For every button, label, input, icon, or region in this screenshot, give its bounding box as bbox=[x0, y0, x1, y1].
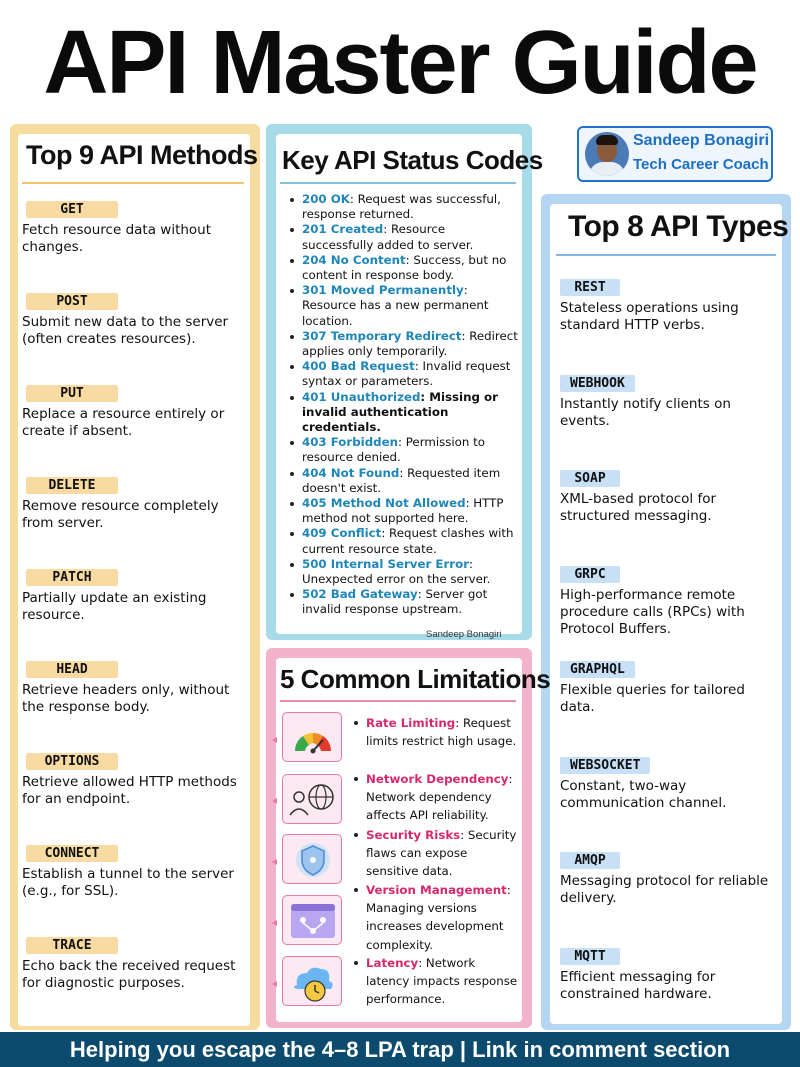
method-badge: DELETE bbox=[26, 477, 118, 494]
page-title: API Master Guide bbox=[43, 13, 757, 113]
list-item: 502 Bad Gateway: Server got invalid response upstream. bbox=[284, 587, 518, 617]
type-badge: MQTT bbox=[560, 948, 620, 965]
profile-name: Sandeep Bonagiri bbox=[633, 132, 770, 149]
list-item: Latency: Network latency impacts response performance. bbox=[350, 954, 518, 1010]
list-item: Network Dependency: Network dependency affects API reliability. bbox=[350, 770, 518, 826]
method-item-trace bbox=[22, 934, 242, 992]
method-desc: Remove resource completely from server. bbox=[22, 498, 219, 531]
list-item: 500 Internal Server Error: Unexpected error on the server. bbox=[284, 557, 518, 587]
list-item: 403 Forbidden: Permission to resource denied. bbox=[284, 435, 518, 465]
status-code-list bbox=[284, 192, 518, 618]
method-badge: OPTIONS bbox=[26, 753, 118, 770]
type-item-webhook bbox=[560, 372, 776, 430]
type-item-websocket bbox=[560, 754, 776, 812]
list-item: Rate Limiting: Request limits restrict high usage. bbox=[350, 714, 518, 770]
footer-banner: Helping you escape the 4–8 LPA trap | Link in comment section bbox=[0, 1032, 800, 1067]
method-item-put bbox=[22, 382, 242, 440]
type-badge: GRAPHQL bbox=[560, 661, 635, 678]
method-desc: Retrieve allowed HTTP methods for an endpoint. bbox=[22, 774, 237, 807]
list-item: 404 Not Found: Requested item doesn't exist. bbox=[284, 466, 518, 496]
list-item: 301 Moved Permanently: Resource has a new permanent location. bbox=[284, 283, 518, 329]
list-item: Version Management: Managing versions increases development complexity. bbox=[350, 881, 518, 954]
list-item: 405 Method Not Allowed: HTTP method not supported here. bbox=[284, 496, 518, 526]
type-desc: Efficient messaging for constrained hardware. bbox=[560, 969, 716, 1002]
type-desc: Instantly notify clients on events. bbox=[560, 396, 731, 429]
type-desc: High-performance remote procedure calls (RPCs) with Protocol Buffers. bbox=[560, 587, 745, 637]
type-item-amqp bbox=[560, 849, 776, 907]
method-item-connect bbox=[22, 842, 242, 900]
list-item: 201 Created: Resource successfully added to server. bbox=[284, 222, 518, 252]
type-badge: WEBHOOK bbox=[560, 375, 635, 392]
branch-icon bbox=[282, 895, 342, 945]
limitations-list bbox=[350, 714, 518, 1010]
type-badge: WEBSOCKET bbox=[560, 757, 650, 774]
method-desc: Echo back the received request for diagnostic purposes. bbox=[22, 958, 236, 991]
cloud-clock-icon bbox=[282, 956, 342, 1006]
divider bbox=[22, 182, 244, 184]
type-badge: GRPC bbox=[560, 566, 620, 583]
type-item-mqtt bbox=[560, 945, 776, 1003]
method-item-delete bbox=[22, 474, 242, 532]
list-item: 307 Temporary Redirect: Redirect applies only temporarily. bbox=[284, 329, 518, 359]
method-desc: Replace a resource entirely or create if absent. bbox=[22, 406, 225, 439]
profile-role: Tech Career Coach bbox=[633, 156, 769, 173]
profile-card bbox=[577, 126, 773, 182]
gauge-icon bbox=[282, 712, 342, 762]
list-item: 200 OK: Request was successful, response returned. bbox=[284, 192, 518, 222]
type-item-soap bbox=[560, 467, 776, 525]
method-item-get bbox=[22, 198, 242, 256]
type-badge: REST bbox=[560, 279, 620, 296]
limitations-title: 5 Common Limitations bbox=[280, 664, 551, 694]
type-desc: Constant, two-way communication channel. bbox=[560, 778, 727, 811]
type-badge: SOAP bbox=[560, 470, 620, 487]
type-desc: Stateless operations using standard HTTP verbs. bbox=[560, 300, 739, 333]
type-desc: Messaging protocol for reliable delivery. bbox=[560, 873, 769, 906]
list-item: 400 Bad Request: Invalid request syntax or parameters. bbox=[284, 359, 518, 389]
method-item-patch bbox=[22, 566, 242, 624]
list-item: Security Risks: Security flaws can expose sensitive data. bbox=[350, 826, 518, 881]
type-item-graphql bbox=[560, 658, 776, 716]
globe-user-icon bbox=[282, 774, 342, 824]
type-badge: AMQP bbox=[560, 852, 620, 869]
method-desc: Partially update an existing resource. bbox=[22, 590, 207, 623]
divider bbox=[280, 182, 516, 184]
method-item-options bbox=[22, 750, 242, 808]
type-item-rest bbox=[560, 276, 776, 334]
type-item-grpc bbox=[560, 563, 776, 638]
method-desc: Submit new data to the server (often creates resources). bbox=[22, 314, 229, 347]
method-badge: HEAD bbox=[26, 661, 118, 678]
method-badge: CONNECT bbox=[26, 845, 118, 862]
type-desc: Flexible queries for tailored data. bbox=[560, 682, 745, 715]
methods-title: Top 9 API Methods bbox=[26, 140, 258, 170]
list-item: 409 Conflict: Request clashes with current resource state. bbox=[284, 526, 518, 556]
list-item: 204 No Content: Success, but no content in response body. bbox=[284, 253, 518, 283]
status-title: Key API Status Codes bbox=[282, 145, 543, 175]
method-badge: POST bbox=[26, 293, 118, 310]
method-desc: Retrieve headers only, without the response body. bbox=[22, 682, 230, 715]
method-badge: PATCH bbox=[26, 569, 118, 586]
method-badge: GET bbox=[26, 201, 118, 218]
method-desc: Fetch resource data without changes. bbox=[22, 222, 212, 255]
list-item: 401 Unauthorized: Missing or invalid authentication credentials. bbox=[284, 390, 518, 436]
divider bbox=[280, 700, 516, 702]
method-item-post bbox=[22, 290, 242, 348]
types-title: Top 8 API Types bbox=[568, 210, 789, 243]
method-item-head bbox=[22, 658, 242, 716]
watermark: Sandeep Bonagiri bbox=[426, 629, 502, 640]
shield-icon bbox=[282, 834, 342, 884]
method-badge: PUT bbox=[26, 385, 118, 402]
type-desc: XML-based protocol for structured messaging. bbox=[560, 491, 717, 524]
avatar bbox=[585, 132, 629, 176]
method-desc: Establish a tunnel to the server (e.g., for SSL). bbox=[22, 866, 234, 899]
method-badge: TRACE bbox=[26, 937, 118, 954]
divider bbox=[556, 254, 776, 256]
